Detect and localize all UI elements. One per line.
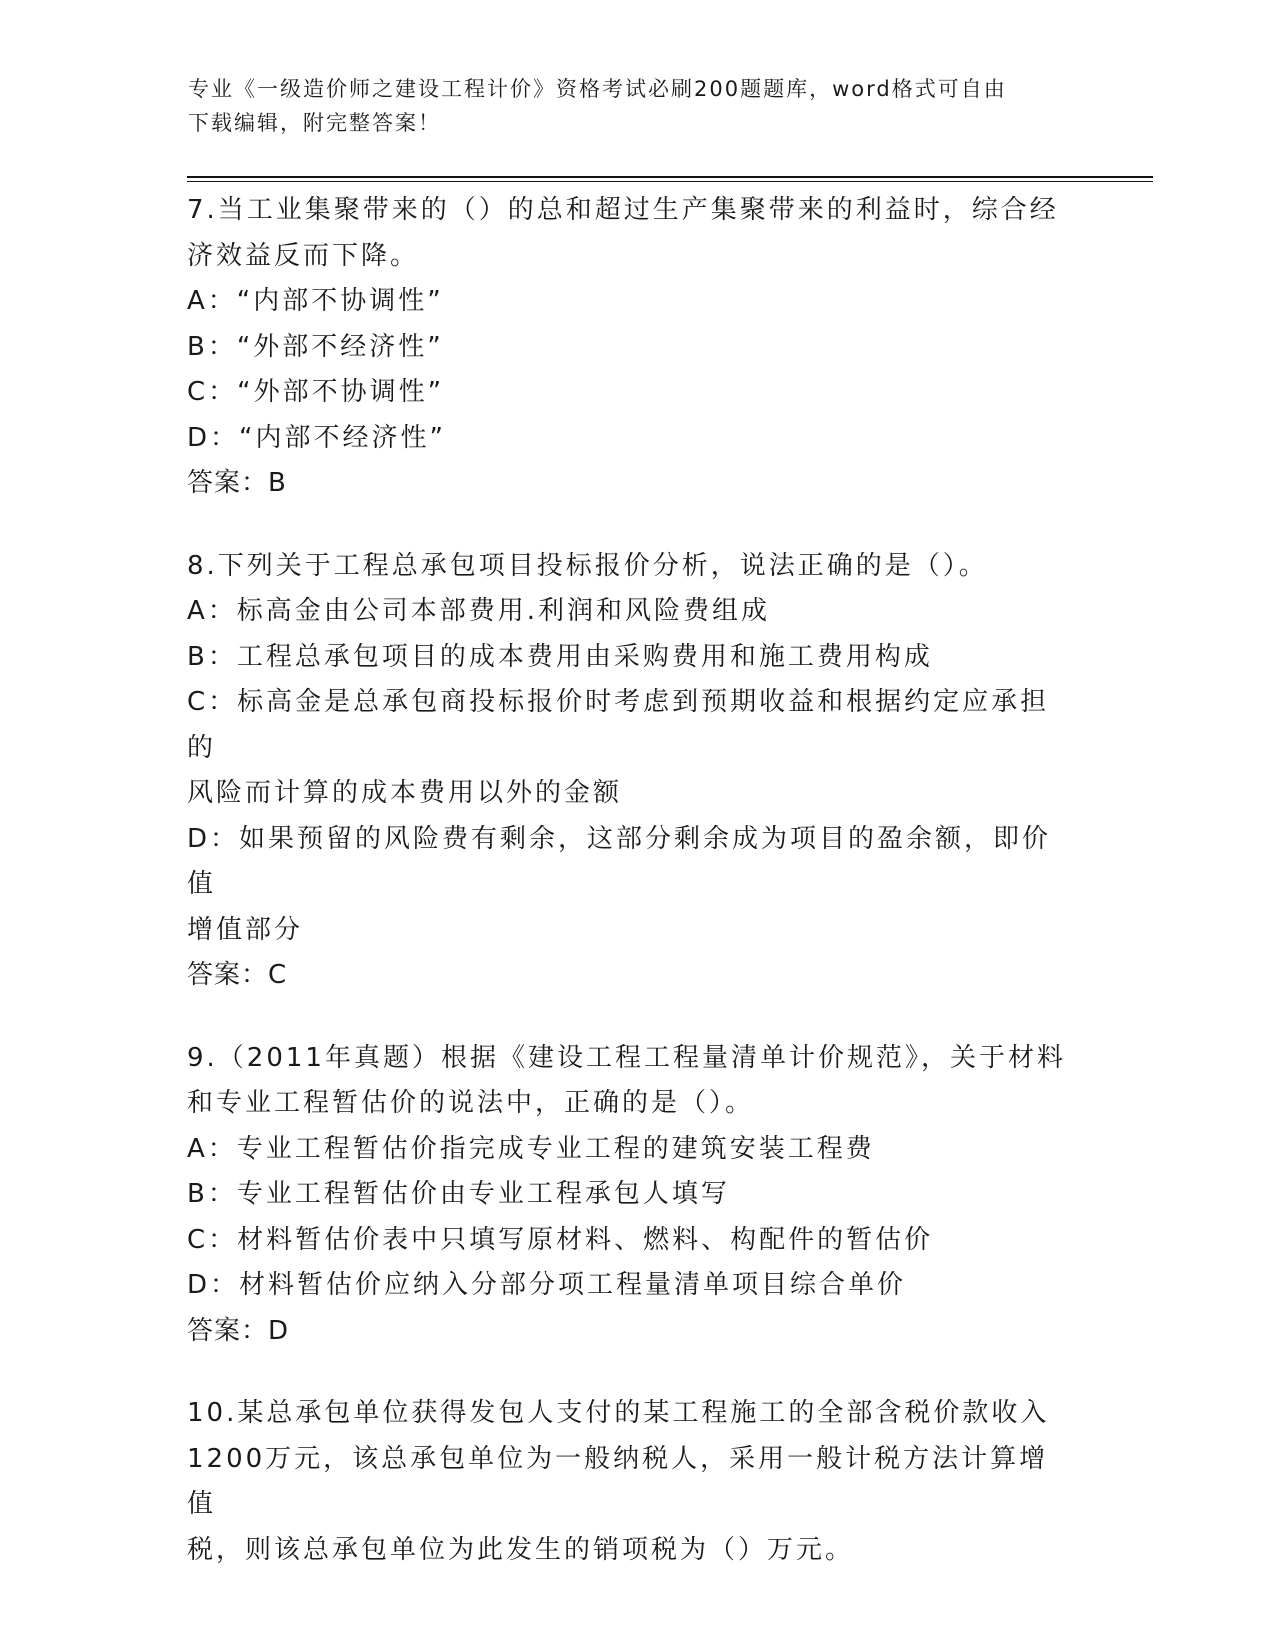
question-stem-line: 和专业工程暂估价的说法中，正确的是（）。	[187, 1088, 755, 1118]
option-b: B：工程总承包项目的成本费用由采购费用和施工费用构成	[187, 641, 933, 672]
option-a: A：专业工程暂估价指完成专业工程的建筑安装工程费	[187, 1133, 875, 1164]
option-b: B：“外部不经济性”	[187, 331, 444, 362]
option-c: C：材料暂估价表中只填写原材料、燃料、构配件的暂估价	[187, 1224, 934, 1255]
question-stem-line: 税，则该总承包单位为此发生的销项税为（）万元。	[187, 1534, 855, 1565]
header-divider-thin	[187, 181, 1153, 182]
question-stem-line: 9.（2011年真题）根据《建设工程工程量清单计价规范》，关于材料	[187, 1042, 1066, 1073]
answer-line: 答案：B	[187, 468, 287, 498]
question-stem-line: 1200万元，该总承包单位为一般纳税人，采用一般计税方法计算增值	[187, 1443, 1049, 1519]
header-line-1: 专业《一级造价师之建设工程计价》资格考试必刷200题题库，word格式可自由	[188, 77, 1007, 101]
header-line-2: 下载编辑，附完整答案！	[188, 111, 441, 135]
question-7	[187, 188, 1077, 507]
option-d: D：材料暂估价应纳入分部分项工程量清单项目综合单价	[187, 1270, 907, 1300]
header-divider-thick	[187, 176, 1153, 178]
question-stem-line: 10.某总承包单位获得发包人支付的某工程施工的全部含税价款收入	[187, 1398, 1050, 1428]
question-stem-line: 8.下列关于工程总承包项目投标报价分析，说法正确的是（）。	[187, 550, 988, 581]
option-d-continued: 增值部分	[187, 914, 304, 945]
question-stem-line: 7.当工业集聚带来的（）的总和超过生产集聚带来的利益时，综合经	[187, 195, 1059, 225]
option-b: B：专业工程暂估价由专业工程承包人填写	[187, 1179, 730, 1209]
answer-line: 答案：D	[187, 1315, 290, 1346]
option-c-continued: 风险而计算的成本费用以外的金额	[187, 778, 623, 808]
option-a: A：“内部不协调性”	[187, 286, 444, 316]
question-9	[187, 1036, 1077, 1355]
option-c: C：“外部不协调性”	[187, 377, 445, 407]
option-c: C：标高金是总承包商投标报价时考虑到预期收益和根据约定应承担的	[187, 687, 1050, 763]
option-d: D：如果预留的风险费有剩余，这部分剩余成为项目的盈余额，即价值	[187, 823, 1052, 899]
question-8	[187, 544, 1077, 999]
question-stem-line: 济效益反而下降。	[187, 240, 420, 271]
option-a: A：标高金由公司本部费用.利润和风险费组成	[187, 596, 771, 626]
document-header	[188, 72, 1068, 140]
answer-line: 答案：C	[187, 960, 288, 990]
option-d: D：“内部不经济性”	[187, 422, 446, 453]
question-list	[187, 188, 1077, 1610]
question-10	[187, 1391, 1077, 1573]
